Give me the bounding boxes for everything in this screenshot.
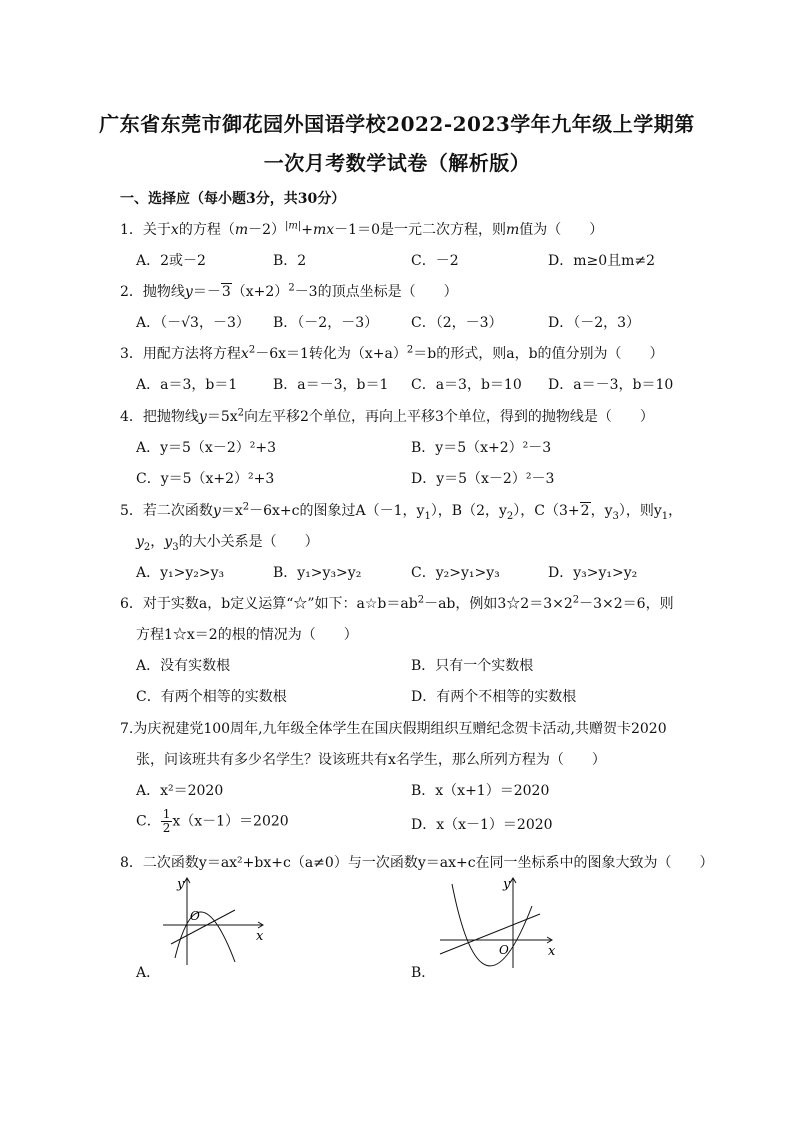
- q4-option-b: B．y＝5（x+2）²－3: [411, 440, 552, 456]
- section-heading: 一、选择应（每小题3分，共30分）: [120, 191, 346, 207]
- question-8-stem: 8．二次函数y＝ax²+bx+c（a≠0）与一次函数y＝ax+c在同一坐标系中的图象大致为（ ）: [120, 855, 714, 871]
- q8-option-b: B．: [411, 965, 436, 981]
- q4-option-a: A．y＝5（x－2）²+3: [136, 440, 276, 456]
- x-axis-label: x: [256, 929, 264, 944]
- q6-option-b: B．只有一个实数根: [411, 658, 534, 674]
- question-5-stem-line1: 5．若二次函数$y=x^2-6x+c$的图象过A（－1，$y_1$），B（2，$y_2$），C（3+2，$y_3$），则$y_1$，: [120, 501, 683, 522]
- question-7-stem-line2: 张，问该班共有多少名学生？设该班共有x名学生，那么所列方程为（ ）: [136, 752, 606, 768]
- q2-option-c: C．（2，－3）: [411, 315, 503, 331]
- q1-option-b: B．2: [273, 253, 307, 269]
- q8-graph-a: [155, 870, 275, 970]
- q2-option-d: D．（－2，3）: [548, 315, 641, 331]
- q2-option-a: A．（－√3，－3）: [136, 315, 250, 331]
- q7-option-a: A．x²＝2020: [136, 783, 224, 799]
- line-curve: [440, 914, 540, 954]
- question-3-stem: 3．用配方法将方程$x^2-6x=1$转化为$(x+a)^2=b$的形式，则a，b的值分别为（ ）: [120, 344, 664, 362]
- y-axis-label: y: [503, 877, 511, 892]
- q3-option-b: B．a＝－3，b＝1: [273, 377, 389, 393]
- question-6-stem-line2: 方程1☆x＝2的根的情况为（ ）: [136, 627, 358, 643]
- q4-option-c: C．y＝5（x+2）²+3: [136, 471, 275, 487]
- q2-option-b: B．（－2，－3）: [273, 315, 379, 331]
- parabola-curve: [452, 884, 532, 966]
- q6-option-a: A．没有实数根: [136, 658, 231, 674]
- x-axis-label: x: [548, 944, 556, 959]
- question-1-stem: 1．关于x的方程$(m-2)^{|m|}+mx-1=0$是一元二次方程，则m值为（ ）: [120, 220, 604, 238]
- origin-label: O: [190, 909, 200, 923]
- exam-title-line1: 广东省东莞市御花园外国语学校2022-2023学年九年级上学期第: [99, 112, 695, 136]
- q5-option-a: A．y₁>y₂>y₃: [136, 565, 225, 581]
- q5-option-b: B．y₁>y₃>y₂: [273, 565, 362, 581]
- origin-label: O: [499, 943, 509, 957]
- question-4-stem: 4．把抛物线$y=5x^2$向左平移2个单位，再向上平移3个单位，得到的抛物线是（ ）: [120, 407, 654, 425]
- question-7-stem-line1: 7.为庆祝建党100周年,九年级全体学生在国庆假期组织互赠纪念贺卡活动,共赠贺卡2020: [120, 721, 667, 737]
- y-axis-label: y: [177, 877, 185, 892]
- q7-option-b: B．x（x+1）＝2020: [411, 783, 550, 799]
- q3-option-a: A．a＝3，b＝1: [136, 377, 238, 393]
- q3-option-c: C．a＝3，b＝10: [411, 377, 522, 393]
- fraction-one-half: $\frac{1}{2}$: [162, 807, 171, 835]
- question-6-stem-line1: 6．对于实数a，b定义运算“☆”如下：$a☆b=ab^2-ab$，例如$3☆2=3\times 2^2-3\times 2=6$，则: [120, 594, 674, 612]
- question-5-stem-line2: $y_2$，$y_3$的大小关系是（ ）: [136, 534, 319, 553]
- question-2-stem: 2．抛物线$y=-3(x+2)^2-3$的顶点坐标是（ ）: [120, 282, 458, 300]
- q7-option-d: D．x（x－1）＝2020: [411, 817, 553, 833]
- q5-option-d: D．y₃>y₁>y₂: [548, 565, 638, 581]
- q8-graph-b: [432, 870, 562, 970]
- q4-option-d: D．y＝5（x－2）²－3: [411, 471, 555, 487]
- q1-option-d: D．m≥0且m≠2: [548, 253, 656, 269]
- q8-option-a: A．: [136, 965, 161, 981]
- q1-option-c: C．－2: [411, 253, 459, 269]
- q6-option-c: C．有两个相等的实数根: [136, 689, 287, 705]
- q1-option-a: A．2或－2: [136, 253, 206, 269]
- q3-option-d: D．a＝－3，b＝10: [548, 377, 674, 393]
- exam-title-line2: 一次月考数学试卷（解析版）: [263, 151, 531, 175]
- q5-option-c: C．y₂>y₁>y₃: [411, 565, 500, 581]
- q6-option-d: D．有两个不相等的实数根: [411, 689, 577, 705]
- q7-option-c: C． $\frac{1}{2}$ x（x－1）＝2020: [136, 807, 289, 835]
